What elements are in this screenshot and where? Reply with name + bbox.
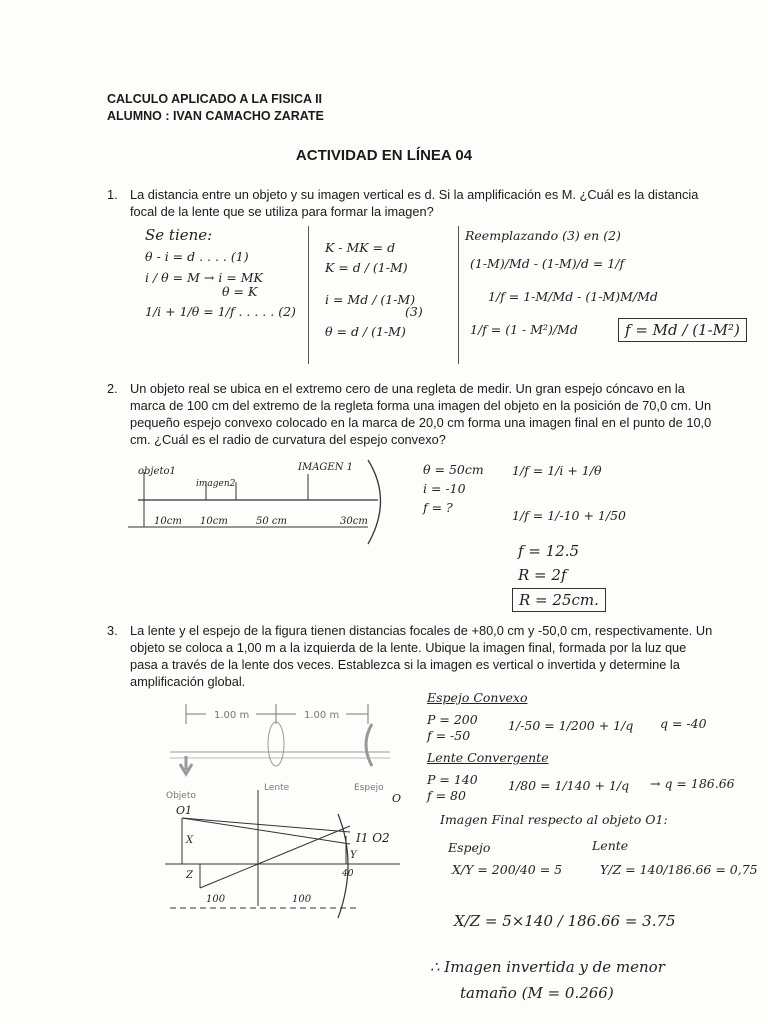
- activity-title: ACTIVIDAD EN LÍNEA 04: [295, 147, 473, 164]
- figure-label: Lente: [264, 783, 290, 793]
- sol1-line: θ = K: [222, 284, 258, 299]
- sol1-line: Reemplazando (3) en (2): [465, 228, 621, 243]
- sol3-line: P = 140: [427, 772, 478, 787]
- sol3-line: X/Y = 200/40 = 5: [452, 862, 563, 877]
- diagram-label: 30cm: [340, 516, 368, 527]
- sol3-line: q = -40: [660, 716, 707, 731]
- diagram-label: imagen2: [196, 479, 236, 489]
- sol3-heading: Imagen Final respecto al objeto O1:: [440, 812, 668, 827]
- ray: [182, 818, 350, 832]
- sol3-conclusion: tamaño (M = 0.266): [460, 984, 614, 1002]
- ruler-mirror-diagram: [118, 452, 398, 552]
- sol2-given: i = -10: [423, 481, 466, 496]
- sol2-result-box: R = 25cm.: [512, 588, 606, 612]
- sol1-line: θ = d / (1-M): [325, 324, 406, 339]
- diagram-label: 10cm: [154, 516, 182, 527]
- sol1-line: K = d / (1-M): [325, 260, 408, 275]
- sol3-line: 1/-50 = 1/200 + 1/q: [508, 718, 634, 733]
- problem-number: 1.: [107, 187, 118, 202]
- problem-number: 3.: [107, 623, 118, 638]
- sol3-line: → q = 186.66: [650, 776, 735, 791]
- sol1-line: i = Md / (1-M): [325, 292, 416, 307]
- problem-text: La lente y el espejo de la figura tienen distancias focales de +80,0 cm y -50,0 cm, respectivamente. Un objeto se coloca a 1,00 m a la izquierda de la lente. Ubique la imagen final, formada por la luz que pasa a través de la lente dos veces. Establezca si la imagen es vertical o invertida y determine la amplificación global.: [130, 623, 713, 689]
- dimension-label: 1.00 m: [214, 710, 250, 721]
- problem-text: Un objeto real se ubica en el extremo cero de una regleta de medir. Un gran espejo cóncavo en la marca de 100 cm del extremo de la regleta forma una imagen del objeto en la posición de 70,0 cm. Un pequeño espejo convexo colocado en la marca de 20,0 cm forma una imagen final en el punto de 10,0 cm. ¿Cuál es el radio de curvatura del espejo convexo?: [130, 381, 712, 447]
- diagram-label: IMAGEN 1: [298, 462, 353, 473]
- figure-label: Espejo: [354, 783, 384, 793]
- figure-label: Y: [350, 850, 357, 861]
- column-divider: [308, 226, 309, 364]
- sol1-line: 1/i + 1/θ = 1/f . . . . . (2): [145, 304, 296, 319]
- diagram-label: objeto1: [138, 466, 176, 477]
- sol3-heading: Lente Convergente: [427, 750, 549, 765]
- problem-text: La distancia entre un objeto y su imagen vertical es d. Si la amplificación es M. ¿Cuál es la distancia focal de la lente que se utiliza para formar la imagen?: [130, 187, 699, 219]
- sol1-line: Se tiene:: [145, 226, 213, 244]
- figure-label: I1 O2: [356, 831, 390, 845]
- sol3-line: f = 80: [427, 788, 466, 803]
- problem-2: [107, 380, 717, 450]
- dimension-label: 1.00 m: [304, 710, 340, 721]
- sol3-line: Y/Z = 140/186.66 = 0,75: [600, 862, 758, 877]
- figure-label: Objeto: [166, 791, 196, 801]
- figure-label: 100: [206, 894, 226, 905]
- student-name: ALUMNO : IVAN CAMACHO ZARATE: [107, 109, 324, 123]
- concave-mirror: [368, 460, 381, 544]
- sol1-line: K - MK = d: [325, 240, 396, 255]
- figure-label: 100: [292, 894, 312, 905]
- ray: [200, 826, 350, 888]
- problem-3: [107, 622, 717, 690]
- problem-number: 2.: [107, 381, 118, 396]
- sol3-line: f = -50: [427, 728, 471, 743]
- sol1-line: i / θ = M → i = MK: [145, 270, 263, 285]
- sol1-result-box: f = Md / (1-M²): [618, 318, 747, 342]
- sol3-conclusion: ∴ Imagen invertida y de menor: [430, 958, 665, 976]
- sol3-line: 1/80 = 1/140 + 1/q: [508, 778, 630, 793]
- sol3-line: P = 200: [427, 712, 478, 727]
- lens-shape: [268, 722, 284, 766]
- hand-mirror: [338, 814, 348, 918]
- figure-label: O: [392, 792, 402, 805]
- sol3-line: Espejo: [448, 840, 491, 855]
- sol3-heading: Espejo Convexo: [427, 690, 528, 705]
- course-title: CALCULO APLICADO A LA FISICA II: [107, 92, 323, 106]
- column-divider: [458, 226, 459, 364]
- sol2-equation: R = 2f: [518, 566, 567, 584]
- sol1-line: θ - i = d . . . . (1): [145, 249, 249, 264]
- sol1-line: 1/f = 1-M/Md - (1-M)M/Md: [488, 289, 658, 304]
- sol3-line: X/Z = 5×140 / 186.66 = 3.75: [454, 912, 676, 930]
- figure-label: Z: [186, 870, 193, 881]
- sol1-line: 1/f = (1 - M²)/Md: [470, 322, 578, 337]
- sol2-given: f = ?: [423, 500, 453, 515]
- diagram-label: 10cm: [200, 516, 228, 527]
- sol1-line: (3): [405, 304, 423, 319]
- object-arrow: [180, 756, 192, 774]
- diagram-label: 50 cm: [256, 516, 287, 527]
- sol2-given: θ = 50cm: [423, 462, 484, 477]
- sol2-equation: 1/f = 1/-10 + 1/50: [512, 508, 626, 523]
- lens-mirror-figure: [160, 698, 410, 930]
- figure-label: X: [186, 835, 194, 846]
- figure-label: 40: [342, 869, 354, 879]
- figure-label: O1: [176, 804, 193, 817]
- sol2-equation: 1/f = 1/i + 1/θ: [512, 463, 602, 478]
- sol3-line: Lente: [592, 838, 629, 853]
- ray: [182, 818, 350, 844]
- sol2-equation: f = 12.5: [518, 542, 580, 560]
- mirror-shape: [366, 724, 372, 766]
- problem-1: [107, 186, 717, 222]
- sol1-line: (1-M)/Md - (1-M)/d = 1/f: [470, 256, 625, 271]
